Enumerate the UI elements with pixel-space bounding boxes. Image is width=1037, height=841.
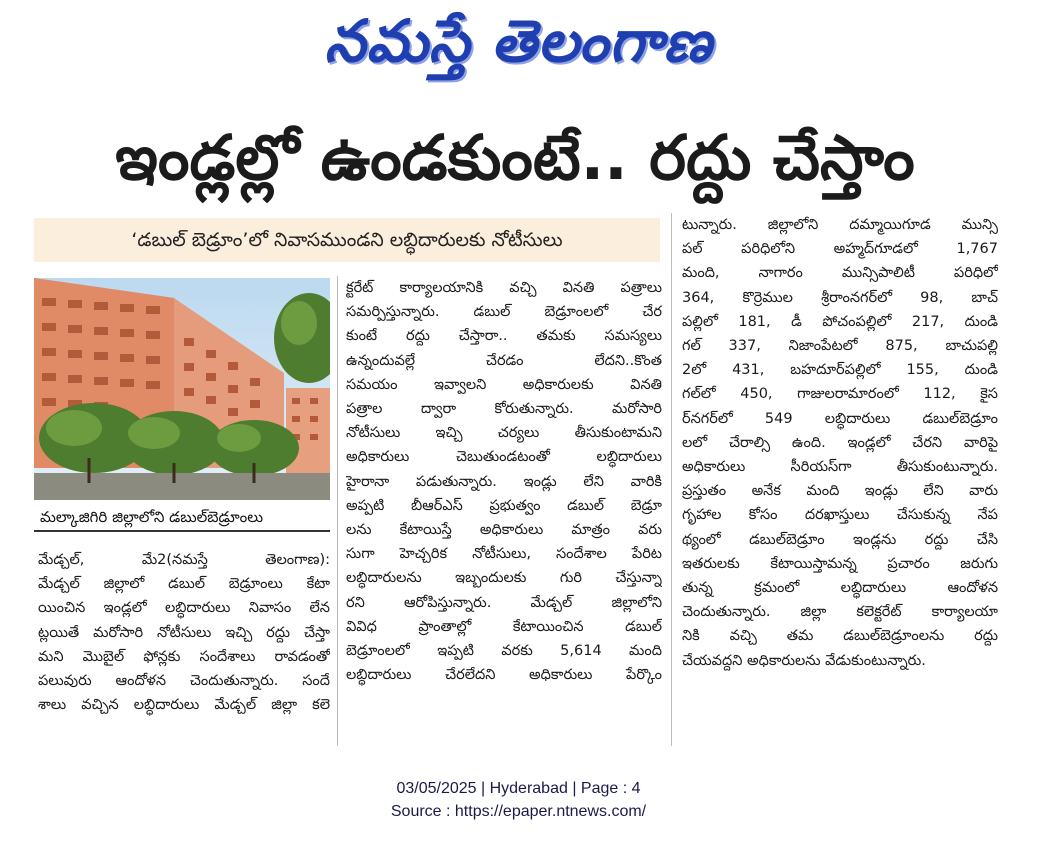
text-line: 364, కొర్రెముల శ్రీరాంనగర్‌లో 98, బాచ్	[682, 289, 998, 306]
article-subhead: ‘డబుల్ బెడ్రూం’లో నివాసముండని లబ్ధిదారులకు నోటీసులు	[34, 218, 660, 262]
article-column-3	[682, 213, 998, 673]
text-line: ఉన్నందువల్లే చేరడం లేదని..కొంత	[346, 352, 662, 369]
text-line: అధికారులు చెబుతుండటంతో లబ్ధిదారులు	[346, 449, 662, 466]
text-line: చెందుతున్నారు. జిల్లా కలెక్టరేట్ కార్యాలయా	[682, 604, 998, 621]
article-headline: ఇండ్లల్లో ఉండకుంటే.. రద్దు చేస్తాం	[115, 121, 915, 194]
text-line: పత్రాల ద్వారా కోరుతున్నారు. మరోసారి	[346, 401, 662, 418]
footer-source-link[interactable]: Source : https://epaper.ntnews.com/	[390, 803, 647, 820]
article-column-1	[38, 548, 330, 717]
text-line: కుంటే రద్దు చేస్తారా.. తమకు సమస్యలు	[346, 328, 662, 345]
building-photo-illustration	[34, 278, 330, 500]
text-line: సమర్పిస్తున్నారు. డబుల్ బెడ్రూంలలో చేర	[346, 304, 662, 321]
text-line: సుగా హెచ్చరిక నోటీసులు, సందేశాల పేరిట	[346, 546, 662, 563]
text-line: క్టరేట్ కార్యాలయానికి వచ్చి వినతి పత్రాలు	[346, 280, 662, 296]
text-line: పలువురు ఆందోళన చెందుతున్నారు. సందే	[38, 673, 330, 690]
text-line: ర్‌నగర్‌లో 549 లబ్ధిదారులు డబుల్‌బెడ్రూం	[682, 410, 998, 427]
text-line: యించిన ఇండ్లలో లబ్ధిదారులు నివాసం లేన	[38, 600, 330, 617]
masthead-logo: నమస్తే తెలంగాణ	[324, 7, 713, 75]
text-line: సమయం ఇవ్వాలని అధికారులకు వినతి	[346, 376, 662, 393]
text-line: పల్ పరిధిలోని అహ్మద్‌గూడలో 1,767	[682, 241, 998, 258]
text-line: హైరానా పడుతున్నారు. ఇండ్లు లేని వారికి	[346, 473, 662, 490]
text-line: చేయవద్దని అధికారులను వేడుకుంటున్నారు.	[682, 652, 926, 669]
text-line: ప్రస్తుతం అనేక మంది ఇండ్లు లేని వారు	[682, 483, 998, 500]
text-line: లబ్ధిదారులు చేరలేదని అధికారులు పేర్కొం	[346, 667, 662, 684]
text-line: మంది, నాగారం మున్సిపాలిటీ పరిధిలో	[682, 265, 998, 282]
article-photo	[34, 278, 330, 500]
text-line: గల్‌లో 450, గాజులరామారంలో 112, కైస	[682, 386, 998, 403]
text-line: పల్లిలో 181, డీ పోచంపల్లిలో 217, దుండి	[682, 313, 998, 330]
text-line: ఇతరులకు కేటాయిస్తామన్న ప్రచారం జరుగు	[682, 555, 998, 572]
text-line: శాలు వచ్చిన లబ్ధిదారులు మేడ్చల్ జిల్లా కలె	[38, 697, 330, 714]
text-line: గల్ 337, నిజాంపేటలో 875, బాచుపల్లి	[682, 338, 998, 355]
text-line: మని మొబైల్ ఫోన్లకు సందేశాలు రావడంతో	[38, 648, 330, 665]
text-line: వివిధ ప్రాంతాల్లో కేటాయించిన డబుల్	[346, 618, 662, 635]
footer-dateline: 03/05/2025 | Hyderabad | Page : 4	[396, 780, 641, 797]
text-line: లను కేటాయిస్తే అధికారులు మాత్రం వరు	[346, 522, 662, 539]
text-line: తున్న క్రమంలో లబ్ధిదారులు ఆందోళన	[682, 580, 998, 597]
text-line: మేడ్చల్, మే2(నమస్తే తెలంగాణ):	[38, 552, 330, 568]
text-line: టున్నారు. జిల్లాలోని దమ్మాయిగూడ మున్సి	[682, 217, 998, 233]
text-line: లలో చేరాల్సి ఉంది. ఇండ్లలో చేరని వారిపై	[682, 434, 998, 451]
text-line: లబ్ధిదారులను ఇబ్బందులకు గురి చేస్తున్నా	[346, 570, 662, 587]
photo-caption: మల్కాజిగిరి జిల్లాలోని డబుల్‌బెడ్రూంలు	[34, 502, 330, 532]
text-line: థ్యంలో డబుల్‌బెడ్రూం ఇండ్లను రద్దు చేసి	[682, 531, 998, 548]
column-divider	[337, 276, 338, 746]
text-line: బెడ్రూంలలో ఇప్పటి వరకు 5,614 మంది	[346, 643, 662, 660]
text-line: అధికారులు సీరియస్‌గా తీసుకుంటున్నారు.	[682, 459, 998, 476]
text-line: 2లో 431, బహదూర్‌పల్లిలో 155, దుండి	[682, 362, 998, 379]
column-divider	[671, 213, 672, 746]
text-line: అప్పటి బీఆర్ఎస్ ప్రభుత్వం డబుల్ బెడ్రూ	[346, 497, 662, 514]
text-line: మేడ్చల్ జిల్లాలో డబుల్ బెడ్రూంలు కేటా	[38, 576, 330, 593]
text-line: నోటీసులు ఇచ్చి చర్యలు తీసుకుంటామని	[346, 425, 662, 442]
article-column-2	[346, 276, 662, 687]
text-line: నికి వచ్చి తమ డబుల్‌బెడ్రూంలను రద్దు	[682, 628, 998, 645]
text-line: గృహాల కోసం దరఖాస్తులు చేసుకున్న నేప	[682, 507, 998, 524]
text-line: ట్లయితే మరోసారి నోటీసులు ఇచ్చి రద్దు చేస్తా	[38, 624, 330, 641]
text-line: రని ఆరోపిస్తున్నారు. మేడ్చల్ జిల్లాలోని	[346, 594, 662, 611]
